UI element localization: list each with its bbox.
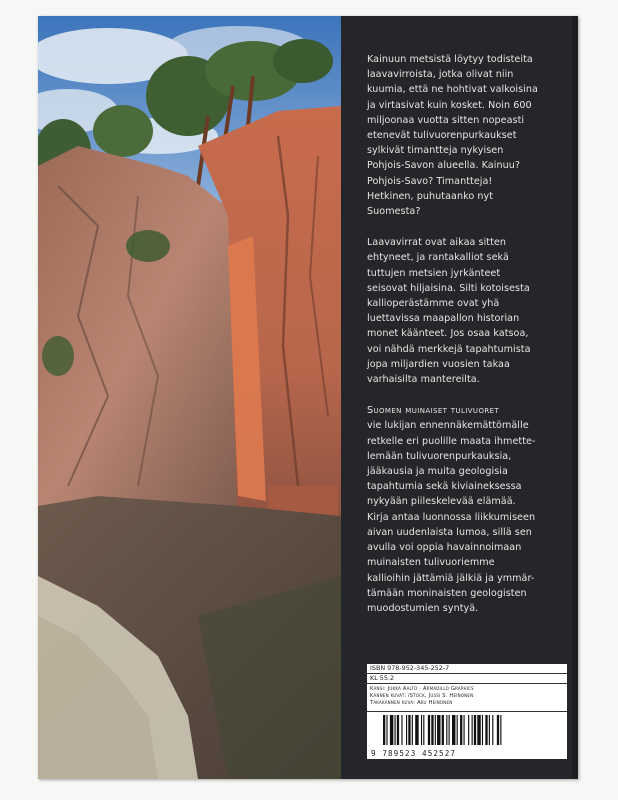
cover-credits — [367, 684, 567, 712]
text-line: muodostumien syntyä. — [367, 602, 479, 614]
barcode-bar — [428, 715, 430, 745]
text-line: lemään tulivuorenpurkauksia, — [367, 450, 512, 462]
text-line: aivan uudenlaista lumoa, sillä sen — [367, 526, 532, 538]
text-line: Kainuun metsistä löytyy todisteita — [367, 54, 533, 65]
barcode-bar — [437, 715, 440, 745]
text-line: sylkivät timantteja nykyisen — [367, 145, 504, 157]
barcode-bar — [489, 715, 490, 745]
text-line: Laavavirrat ovat aikaa sitten — [367, 237, 507, 249]
barcode-bar — [386, 715, 387, 745]
text-line: monet käänteet. Jos osaa katsoa, — [367, 328, 529, 340]
barcode-bar — [474, 715, 476, 745]
paragraph-1 — [367, 52, 567, 219]
text-line: Suomesta? — [367, 206, 421, 218]
barcode-bar — [452, 715, 455, 745]
barcode-bar — [485, 715, 487, 745]
text-line: ehtyneet, ja rantakalliot sekä — [367, 252, 509, 264]
barcode-bar — [406, 715, 407, 745]
barcode-bar — [446, 715, 447, 745]
barcode-bar — [477, 715, 480, 745]
text-line: avulla voi oppia havainnoimaan — [367, 542, 522, 554]
paragraph-3 — [367, 403, 567, 616]
barcode-bar — [431, 715, 433, 745]
text-line: etenevät tulivuorenpurkaukset — [367, 130, 517, 142]
text-line: miljoonaa vuotta sitten nopeasti — [367, 114, 525, 126]
barcode-bar — [415, 715, 418, 745]
text-line: tapahtumia sekä kiviaineksessa — [367, 481, 522, 493]
barcode-bar — [457, 715, 458, 745]
text-line: Pohjois-Savon alueella. Kainuu? — [367, 160, 520, 172]
credit-line: Takakannen kuva: Aku Heinonen — [370, 700, 453, 707]
text-line: voi nähdä merkkejä tapahtumista — [367, 343, 531, 355]
barcode-bar — [468, 715, 469, 745]
text-panel — [341, 16, 578, 779]
barcode-bar — [482, 715, 483, 745]
barcode-bar — [408, 715, 410, 745]
text-line: Pohjois-Savo? Timantteja! — [367, 175, 493, 187]
library-classification: KL 55.2 — [367, 674, 567, 684]
barcode-bar — [500, 715, 501, 745]
text-line: kallioihin jättämiä jälkiä ja ymmär- — [367, 572, 535, 584]
barcode-bar — [460, 715, 462, 745]
barcode-bar — [401, 715, 402, 745]
barcode-bar — [472, 715, 473, 745]
barcode-bar — [497, 715, 499, 745]
text-line: nykyään piileskelevää elämää. — [367, 496, 516, 508]
paragraph-2 — [367, 235, 567, 387]
barcode-bar — [449, 715, 450, 745]
text-line: Hetkinen, puhutaanko nyt — [367, 190, 494, 202]
barcode-bar — [383, 715, 385, 745]
barcode-bar — [397, 715, 399, 745]
credit-line: Kansi: Jukka Aalto · Armadillo Graphics — [370, 686, 474, 692]
isbn: ISBN 978-952-345-252-7 — [367, 664, 567, 674]
book-title-inline: Suomen muinaiset tulivuoret — [367, 405, 500, 417]
barcode-bar — [435, 715, 436, 745]
text-line: jopa miljardien vuosien takaa — [367, 358, 510, 370]
text-line: luettavissa maapallon historian — [367, 313, 520, 325]
text-line: varhaisilta mantereilta. — [367, 374, 480, 386]
text-line: laavavirroista, jotka olivat niin — [367, 69, 514, 81]
text-line: kuumia, että ne hohtivat valkoisina — [367, 84, 538, 96]
text-line: muinaisten tulivuoriemme — [367, 557, 495, 569]
barcode-bar — [421, 715, 422, 745]
barcode-bar — [390, 715, 393, 745]
text-line: tuttujen metsien jyrkänteet — [367, 267, 501, 279]
text-line: ja virtasivat kuin kosket. Noin 600 — [367, 99, 532, 111]
text-line: retkelle eri puolille maata ihmette- — [367, 435, 536, 447]
barcode-bar — [423, 715, 424, 745]
barcode-bar — [492, 715, 493, 745]
book-back-cover — [38, 16, 578, 779]
text-line: Kirja antaa luonnossa liikkumiseen — [367, 511, 536, 523]
rock-cliff-image — [38, 16, 341, 779]
barcode-bar — [395, 715, 396, 745]
barcode-bar — [442, 715, 444, 745]
text-line: jääkausia ja muita geologisia — [367, 466, 508, 478]
barcode-bars — [371, 715, 563, 745]
barcode-number: 9 789523 452527 — [371, 748, 457, 758]
barcode-bar — [464, 715, 465, 745]
text-line: tämään moninaisten geologisten — [367, 587, 527, 599]
text-line: vie lukijan ennennäkemättömälle — [367, 420, 529, 432]
barcode-bar — [412, 715, 413, 745]
text-line: seisovat hiljaisina. Silti kotoisesta — [367, 282, 530, 294]
cliff-photo — [38, 16, 341, 779]
barcode — [367, 712, 567, 759]
publication-info-box — [367, 664, 567, 759]
blurb — [367, 52, 567, 632]
credit-line: Kannen kuvat: iStock, Jussi S. Heinonen — [370, 693, 474, 700]
text-line: kallioperästämme ovat yhä — [367, 298, 500, 310]
